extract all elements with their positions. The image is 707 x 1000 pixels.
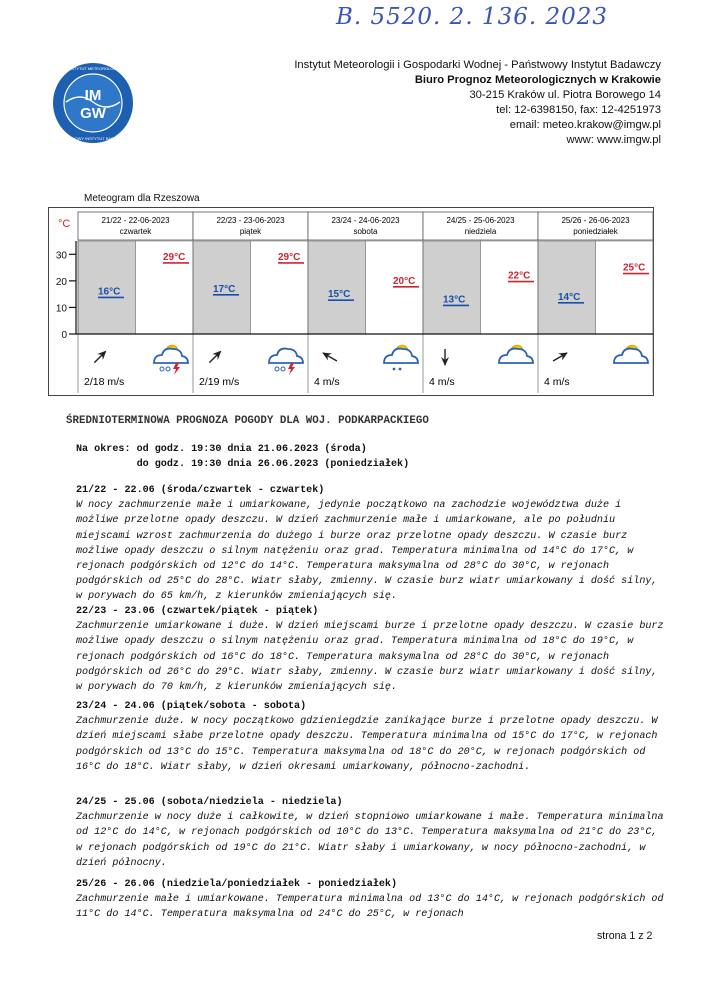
day-panel: [481, 241, 539, 334]
section-text: Zachmurzenie umiarkowane i duże. W dzień miejscami burze i przelotne opady deszczu. W czasie burz możliwe opady deszczu o silnym natężeniu oraz grad. Temperatura minimalna od 18°C do 19°C, w rejonach podgórskich od 16°C do 18°C. Temperatura maksymalna od 28°C do 30°C, w rejonach podgórskich od 26°C do 29°C. Wiatr słaby, zmienny. W czasie burz wiatr umiarkowany i dość silny, w porywach do 70 km/h, z kierunków zmieniających się.: [76, 621, 664, 694]
institution-name: Instytut Meteorologii i Gospodarki Wodnej - Państwowy Instytut Badawczy: [294, 59, 661, 71]
day-panel: [596, 241, 654, 334]
wind-arrow-icon: [551, 349, 570, 364]
max-temp-label: 29°C: [278, 251, 301, 263]
section-text: Zachmurzenie w nocy duże i całkowite, w dzień stopniowo umiarkowane i małe. Temperatura minimalna od 12°C do 14°C, w rejonach podgórskich od 10°C do 13°C. Temperatura maksymalna od 21°C do 23°C, w rejonach podgórskich od 19°C do 21°C. Wiatr słaby i umiarkowany, w nocy północno-zachodni, w dzień północny.: [76, 812, 664, 869]
day-name: sobota: [353, 227, 378, 236]
section-heading: 23/24 - 24.06 (piątek/sobota - sobota): [76, 701, 307, 712]
wind-arrow-icon: [441, 349, 449, 366]
section-text: W nocy zachmurzenie małe i umiarkowane, jedynie początkowo na zachodzie województwa duże i możliwe przelotne opady deszczu. W dzień zachmurzenie małe i umiarkowane, ale po południu miejscami wzrost zachmurzenia do dużego i burze oraz przelotne opady deszczu. W czasie burz możliwe opady deszczu o silnym natężeniu oraz grad. Temperatura minimalna od 14°C do 17°C, w rejonach podgórskich od 12°C do 14°C. Temperatura maksymalna od 28°C do 30°C, w rejonach podgórskich od 25°C do 28°C. Wiatr słaby, zmienny. W czasie burz wiatr umiarkowany i dość silny, w porywach do 65 km/h, z kierunków zmieniających się.: [76, 500, 658, 603]
forecast-section: [76, 699, 666, 775]
day-range: 22/23 - 23-06-2023: [216, 216, 285, 225]
day-name: piątek: [239, 227, 262, 236]
svg-text:IM: IM: [84, 87, 102, 104]
night-panel: [308, 241, 366, 334]
day-name: niedziela: [464, 227, 497, 236]
website-line: www: www.imgw.pl: [566, 134, 661, 146]
max-temp-label: 22°C: [508, 270, 531, 282]
cloud-hail-lightning-icon: [269, 349, 303, 375]
svg-text:PAŃSTWOWY INSTYTUT BADAWCZY: PAŃSTWOWY INSTYTUT BADAWCZY: [57, 136, 129, 141]
wind-speed: 4 m/s: [429, 376, 455, 388]
max-temp-label: 25°C: [623, 262, 646, 274]
wind-speed: 4 m/s: [544, 376, 570, 388]
forecast-section: [76, 604, 666, 695]
wind-arrow-icon: [207, 348, 225, 366]
imgw-logo: [52, 62, 134, 144]
wind-speed: 2/18 m/s: [84, 376, 125, 388]
wind-arrow-icon: [92, 348, 110, 366]
unit-label: °C: [58, 218, 71, 230]
wind-arrow-icon: [320, 349, 339, 364]
forecast-period: Na okres: od godz. 19:30 dnia 21.06.2023 (środa) do godz. 19:30 dnia 26.06.2023 (poniedziałek): [76, 444, 410, 470]
min-temp-label: 16°C: [98, 286, 121, 298]
section-heading: 24/25 - 25.06 (sobota/niedziela - niedziela): [76, 797, 343, 808]
sun-cloud-icon: [499, 345, 533, 363]
night-panel: [423, 241, 481, 334]
day-range: 25/26 - 26-06-2023: [561, 216, 630, 225]
max-temp-label: 29°C: [163, 251, 186, 263]
y-tick-label: 30: [55, 250, 67, 262]
forecast-section: [76, 483, 666, 605]
forecast-section: [76, 877, 666, 923]
day-name: poniedziałek: [573, 227, 618, 236]
y-tick-label: 20: [55, 276, 67, 288]
svg-text:INSTYTUT METEOROLOGII: INSTYTUT METEOROLOGII: [67, 66, 119, 71]
day-range: 23/24 - 24-06-2023: [331, 216, 400, 225]
day-name: czwartek: [119, 227, 152, 236]
meteogram-chart: [48, 207, 654, 396]
day-range: 21/22 - 22-06-2023: [101, 216, 170, 225]
wind-speed: 2/19 m/s: [199, 376, 240, 388]
wind-speed: 4 m/s: [314, 376, 340, 388]
section-heading: 22/23 - 23.06 (czwartek/piątek - piątek): [76, 606, 319, 617]
day-range: 24/25 - 25-06-2023: [446, 216, 515, 225]
y-tick-label: 10: [55, 303, 67, 315]
svg-text:GW: GW: [80, 105, 106, 122]
sun-cloud-rain-icon: [384, 345, 418, 370]
y-tick-label: 0: [61, 330, 67, 341]
section-text: Zachmurzenie małe i umiarkowane. Temperatura minimalna od 13°C do 14°C, w rejonach podgórskich od 11°C do 14°C. Temperatura maksymalna od 24°C do 25°C, w rejonach: [76, 894, 664, 921]
email-line: email: meteo.krakow@imgw.pl: [509, 119, 661, 131]
sun-cloud-icon: [614, 345, 648, 363]
address-line: 30-215 Kraków ul. Piotra Borowego 14: [469, 89, 661, 101]
meteogram-title: Meteogram dla Rzeszowa: [84, 193, 200, 204]
max-temp-label: 20°C: [393, 275, 416, 287]
min-temp-label: 13°C: [443, 294, 466, 306]
section-heading: 21/22 - 22.06 (środa/czwartek - czwartek): [76, 485, 325, 496]
section-heading: 25/26 - 26.06 (niedziela/poniedziałek - poniedziałek): [76, 879, 398, 890]
forecast-section: [76, 795, 666, 871]
min-temp-label: 17°C: [213, 283, 236, 295]
night-panel: [538, 241, 596, 334]
min-temp-label: 14°C: [558, 291, 581, 303]
section-text: Zachmurzenie duże. W nocy początkowo gdzieniegdzie zanikające burze i przelotne opady deszczu. W dzień miejscami słabe przelotne opady deszczu. Temperatura minimalna od 15°C do 17°C, w rejonach podgórskich od 13°C do 15°C. Temperatura maksymalna od 18°C do 20°C, w rejonach podgórskich od 16°C do 18°C. Wiatr słaby, w dzień okresami umiarkowany, północno-zachodni.: [76, 716, 658, 773]
page-number: strona 1 z 2: [597, 930, 653, 942]
handwritten-reference: B. 5520. 2. 136. 2023: [336, 4, 608, 30]
forecast-headline: ŚREDNIOTERMINOWA PROGNOZA POGODY DLA WOJ. PODKARPACKIEGO: [66, 415, 429, 427]
institution-address: [294, 58, 661, 148]
phone-line: tel: 12-6398150, fax: 12-4251973: [496, 104, 661, 116]
sun-cloud-hail-lightning-icon: [154, 345, 188, 375]
office-name: Biuro Prognoz Meteorologicznych w Krakowie: [414, 74, 661, 86]
min-temp-label: 15°C: [328, 289, 351, 301]
